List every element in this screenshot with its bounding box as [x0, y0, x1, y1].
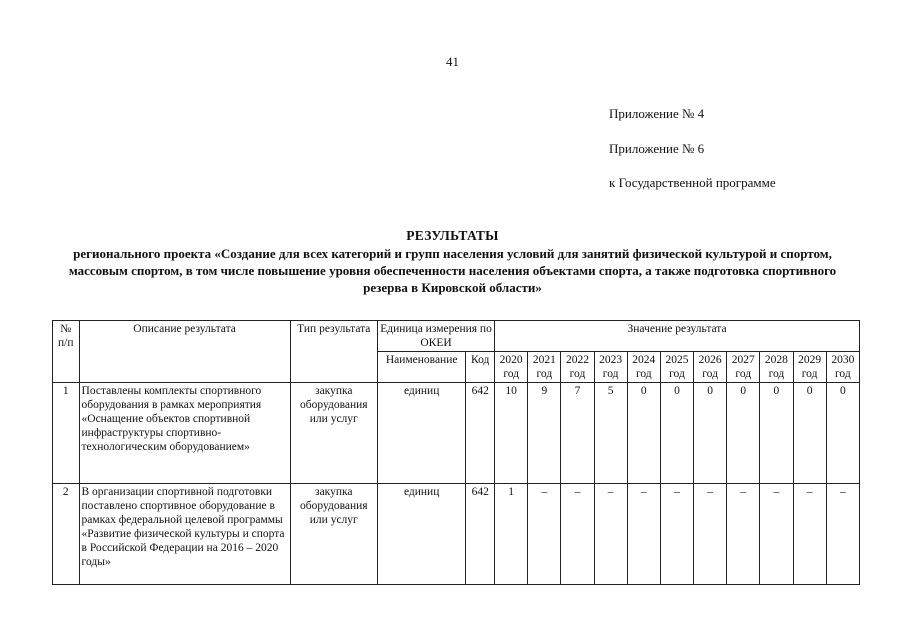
header-description: Описание результата: [79, 321, 290, 383]
cell-num: 2: [53, 484, 80, 585]
appendix-line-3: к Государственной программе: [609, 175, 776, 190]
cell-value-2026: –: [694, 484, 727, 585]
cell-value-2026: 0: [694, 383, 727, 484]
header-year-2020: [495, 352, 528, 383]
table-row: [53, 383, 860, 484]
header-unit-code: Код: [466, 352, 495, 383]
header-year-suffix: год: [602, 368, 619, 380]
header-num: № п/п: [53, 321, 80, 383]
cell-value-2024: –: [627, 484, 660, 585]
header-year-2028: [760, 352, 793, 383]
cell-value-2025: 0: [660, 383, 693, 484]
header-year-value: 2021: [532, 354, 556, 366]
header-year-suffix: год: [735, 368, 752, 380]
cell-type: закупка оборудования или услуг: [290, 383, 377, 484]
table-row: [53, 484, 860, 585]
cell-value-2023: –: [594, 484, 627, 585]
header-year-2027: [727, 352, 760, 383]
cell-unit-name: единиц: [377, 484, 465, 585]
header-year-value: 2024: [632, 354, 656, 366]
header-year-suffix: год: [834, 368, 851, 380]
cell-value-2028: –: [760, 484, 793, 585]
document-title: РЕЗУЛЬТАТЫ: [406, 228, 499, 243]
header-year-value: 2028: [764, 354, 788, 366]
header-values: Значение результата: [495, 321, 860, 352]
results-table: [52, 320, 860, 585]
header-year-value: 2029: [798, 354, 822, 366]
cell-unit-code: 642: [466, 484, 495, 585]
header-year-suffix: год: [503, 368, 520, 380]
header-year-2021: [528, 352, 561, 383]
cell-value-2027: –: [727, 484, 760, 585]
cell-value-2024: 0: [627, 383, 660, 484]
cell-value-2021: –: [528, 484, 561, 585]
header-year-2026: [694, 352, 727, 383]
cell-value-2023: 5: [594, 383, 627, 484]
header-year-suffix: год: [768, 368, 785, 380]
header-year-suffix: год: [702, 368, 718, 380]
header-year-suffix: год: [536, 368, 553, 380]
cell-description: Поставлены комплекты спортивного оборудования в рамках мероприятия «Оснащение объектов спортивной инфраструктуры спортивно-технологическим оборудованием»: [79, 383, 290, 484]
appendix-line-2: Приложение № 6: [609, 141, 705, 156]
header-type: Тип результата: [290, 321, 377, 383]
header-year-value: 2025: [665, 354, 689, 366]
header-unit: Единица измерения по ОКЕИ: [377, 321, 494, 352]
header-year-2030: [826, 352, 859, 383]
cell-value-2021: 9: [528, 383, 561, 484]
cell-value-2029: –: [793, 484, 826, 585]
header-year-value: 2023: [599, 354, 623, 366]
cell-value-2029: 0: [793, 383, 826, 484]
document-subtitle: регионального проекта «Создание для всех категорий и групп населения условий для занятий физической культурой и спортом, массовым спортом, в том числе повышение уровня обеспеченности населения объектами спорта, а также подготовка спортивного резерва в Кировской области»: [68, 246, 837, 295]
header-year-value: 2030: [831, 354, 855, 366]
page-number: 41: [446, 54, 459, 69]
header-year-suffix: год: [669, 368, 685, 380]
header-year-suffix: год: [801, 368, 818, 380]
cell-value-2030: 0: [826, 383, 859, 484]
cell-description: В организации спортивной подготовки поставлено спортивное оборудование в рамках федеральной целевой программы «Развитие физической культуры и спорта в Российской Федерации на 2016 – 2020 годы»: [79, 484, 290, 585]
cell-unit-name: единиц: [377, 383, 465, 484]
header-year-suffix: год: [635, 368, 652, 380]
header-year-value: 2026: [698, 354, 722, 366]
cell-value-2020: 10: [495, 383, 528, 484]
header-year-2025: [660, 352, 693, 383]
cell-value-2020: 1: [495, 484, 528, 585]
cell-value-2022: –: [561, 484, 594, 585]
header-year-2024: [627, 352, 660, 383]
cell-unit-code: 642: [466, 383, 495, 484]
cell-type: закупка оборудования или услуг: [290, 484, 377, 585]
header-year-value: 2022: [565, 354, 589, 366]
header-year-2023: [594, 352, 627, 383]
header-year-value: 2020: [499, 354, 523, 366]
header-unit-name: Наименование: [377, 352, 465, 383]
header-year-value: 2027: [731, 354, 755, 366]
cell-value-2027: 0: [727, 383, 760, 484]
cell-value-2028: 0: [760, 383, 793, 484]
cell-value-2025: –: [660, 484, 693, 585]
header-year-2029: [793, 352, 826, 383]
cell-value-2022: 7: [561, 383, 594, 484]
header-year-2022: [561, 352, 594, 383]
appendix-line-1: Приложение № 4: [609, 106, 705, 121]
cell-num: 1: [53, 383, 80, 484]
header-year-suffix: год: [569, 368, 586, 380]
cell-value-2030: –: [826, 484, 859, 585]
